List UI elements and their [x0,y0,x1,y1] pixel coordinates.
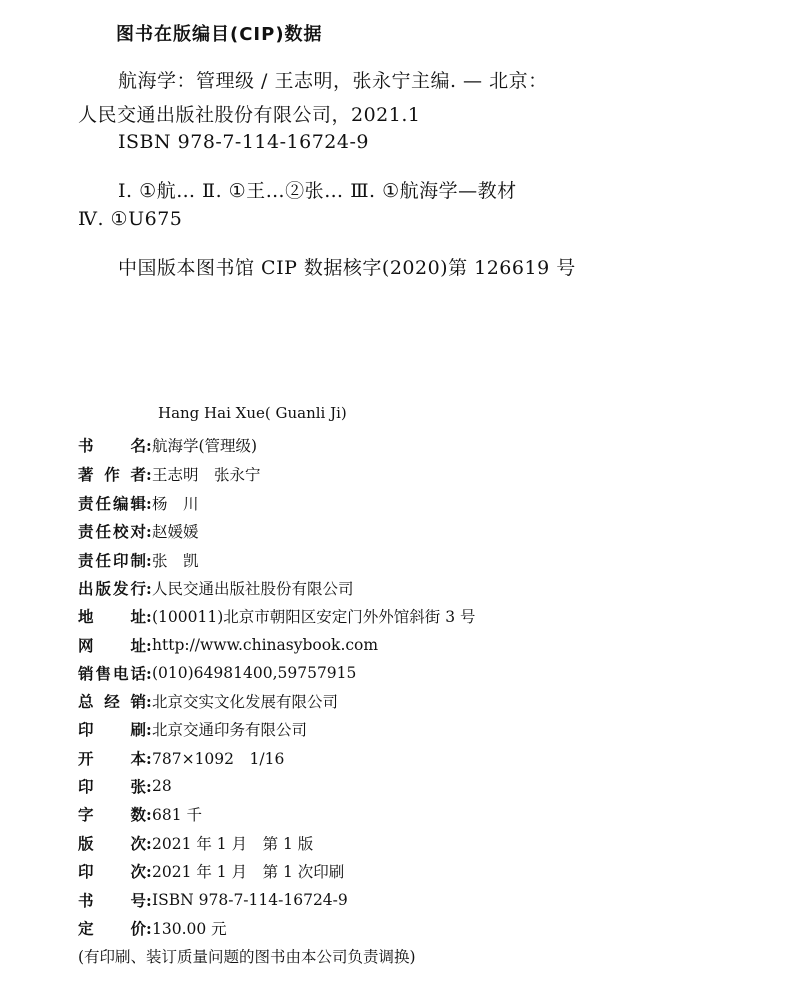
cip-title-line: 航海学：管理级 / 王志明，张永宁主编. — 北京： [118,70,548,92]
field-label: 印次 [78,863,146,881]
field-value: (010)64981400,59757915 [152,664,357,682]
colophon-row: 印刷 : 北京交通印务有限公司 [78,719,308,739]
colophon-row: 印次 : 2021 年 1 月 第 1 次印刷 [78,861,345,881]
field-value: 2021 年 1 月 第 1 次印刷 [152,863,345,881]
cip-record-number: 中国版本图书馆 CIP 数据核字(2020)第 126619 号 [118,257,576,279]
colophon-row: 责任校对 : 赵媛媛 [78,521,199,541]
field-label: 出版发行 [78,580,146,598]
colophon-row: 著作者 : 王志明 张永宁 [78,464,261,484]
field-value: 赵媛媛 [152,523,199,541]
cip-publisher-line: 人民交通出版社股份有限公司，2021.1 [78,104,421,126]
colophon-row: 字数 : 681 千 [78,804,203,824]
field-label: 印刷 [78,721,146,739]
field-label: 责任印制 [78,552,146,570]
field-value: 28 [152,777,172,795]
field-label: 地址 [78,608,146,626]
field-label: 网址 [78,637,146,655]
colophon-row: 开本 : 787×1092 1/16 [78,748,285,768]
colophon-row: 责任印制 : 张 凯 [78,550,199,570]
cip-isbn: ISBN 978-7-114-16724-9 [118,131,369,153]
field-value: 681 千 [152,806,203,824]
field-label: 责任校对 [78,523,146,541]
field-value: 王志明 张永宁 [152,466,261,484]
field-label: 定价 [78,920,146,938]
field-value: 张 凯 [152,552,199,570]
field-value: (100011)北京市朝阳区安定门外外馆斜街 3 号 [152,608,476,626]
colophon-row: 网址 : http://www.chinasybook.com [78,635,379,655]
colophon-row: 责任编辑 : 杨 川 [78,493,199,513]
colophon-row: 版次 : 2021 年 1 月 第 1 版 [78,833,314,853]
colophon-row: 书号 : ISBN 978-7-114-16724-9 [78,890,348,910]
website-url: http://www.chinasybook.com [152,636,379,654]
field-label: 书名 [78,437,146,455]
colophon-row: 定价 : 130.00 元 [78,918,227,938]
cip-heading: 图书在版编目(CIP)数据 [116,24,323,45]
field-label: 字数 [78,806,146,824]
field-value: 787×1092 1/16 [152,750,285,768]
field-value: 杨 川 [152,495,199,513]
cip-classification-cont: Ⅳ. ①U675 [78,208,183,230]
field-label: 版次 [78,835,146,853]
colophon-row: 销售电话 : (010)64981400,59757915 [78,663,357,683]
english-title: Hang Hai Xue( Guanli Ji) [158,404,347,422]
field-value: ISBN 978-7-114-16724-9 [152,891,348,909]
field-label: 责任编辑 [78,495,146,513]
field-value: 北京交实文化发展有限公司 [152,693,339,711]
cip-classification: Ⅰ. ①航… Ⅱ. ①王…②张… Ⅲ. ①航海学—教材 [118,180,517,202]
field-label: 著作者 [78,466,146,484]
colophon-row: 总经销 : 北京交实文化发展有限公司 [78,691,339,711]
field-label: 开本 [78,750,146,768]
colophon-row: 印张 : 28 [78,776,172,796]
field-label: 总经销 [78,693,146,711]
field-label: 印张 [78,778,146,796]
field-value: 2021 年 1 月 第 1 版 [152,835,314,853]
field-label: 书号 [78,892,146,910]
quality-note: (有印刷、装订质量问题的图书由本公司负责调换) [78,948,416,966]
field-value: 航海学(管理级) [152,437,258,455]
field-value: 130.00 元 [152,920,227,938]
colophon-row: 出版发行 : 人民交通出版社股份有限公司 [78,578,354,598]
field-label: 销售电话 [78,665,146,683]
colophon-row: 地址 : (100011)北京市朝阳区安定门外外馆斜街 3 号 [78,606,476,626]
colophon-row: 书名 : 航海学(管理级) [78,435,258,455]
field-value: 人民交通出版社股份有限公司 [152,580,354,598]
field-value: 北京交通印务有限公司 [152,721,308,739]
